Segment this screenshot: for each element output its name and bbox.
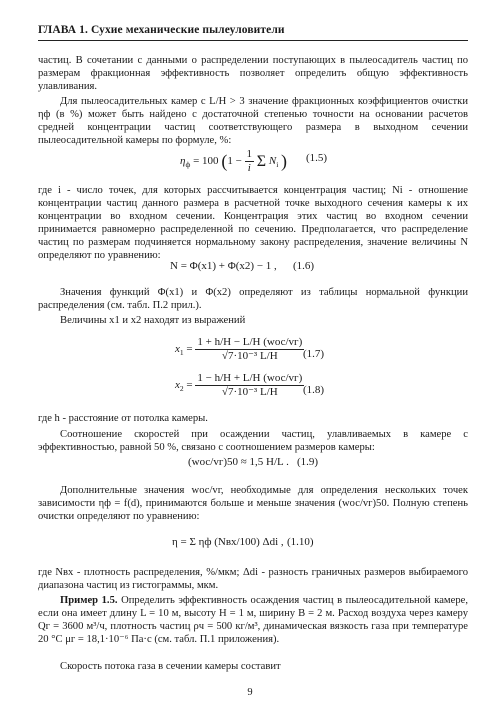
- formula-1-8: $x_2$ = $\frac{\text{1 − h/H + L/H (wос/vг)}}{\text{√7·10⁻³ L/H}}$: [175, 372, 303, 398]
- formula-1-9: (wос/vг)50 ≈ 1,5 H/L .: [188, 456, 289, 468]
- formula-1-8-numerator: 1 − h/H + L/H (wос/vг): [197, 372, 303, 384]
- paragraph-8: Дополнительные значения wос/vг, необходимые для определения нескольких точек зависимости ηф = f(d), принимаются больше и меньше значения (wос/vг)50. Полную степень очистки определяют по уравнению:: [38, 485, 468, 522]
- equation-number-1-5: (1.5): [306, 152, 328, 164]
- formula-1-7: $x_1$ = $\frac{\text{1 + h/H − L/H (wос/vг)}}{\text{√7·10⁻³ L/H}}$: [175, 336, 303, 362]
- paragraph-2: Для пылеосадительных камер с L/H > 3 значение фракционных коэффициентов очистки ηф (в %) может быть найдено с достаточной степенью точности на основании расчетов средней концентрации частиц соответствующего размера в выходном сечении пылеосадительной камеры по формуле, %:: [38, 96, 468, 146]
- formula-1-6: N = Φ(x1) + Φ(x2) − 1 ,: [170, 260, 277, 272]
- paragraph-9: где Nвх - плотность распределения, %/мкм; Δdi - разность граничных размеров выбираемого диапазона частиц из гистограммы, мкм.: [38, 567, 468, 591]
- page-number: 9: [247, 687, 253, 698]
- equation-number-1-9: (1.9): [297, 456, 319, 468]
- equation-number-1-7: (1.7): [303, 348, 325, 360]
- equation-number-1-8: (1.8): [303, 384, 325, 396]
- formula-1-7-denominator: √7·10⁻³ L/H: [221, 350, 278, 362]
- paragraph-5: Величины x1 и x2 находят из выражений: [60, 315, 246, 326]
- running-header: ГЛАВА 1. Сухие механические пылеуловители: [38, 24, 285, 36]
- equation-number-1-6: (1.6): [293, 260, 315, 272]
- equation-number-1-10: (1.10): [287, 536, 314, 548]
- formula-1-8-denominator: √7·10⁻³ L/H: [221, 386, 278, 398]
- paragraph-10: [38, 594, 468, 646]
- example-label: Пример 1.5.: [60, 595, 118, 606]
- paragraph-1: частиц. В сочетании с данными о распределении поступающих в пылеосадитель частиц по размерам фракционная эффективность позволяет определить общую эффективность улавливания.: [38, 55, 468, 92]
- header-rule: [38, 40, 468, 41]
- paragraph-4: Значения функций Φ(x1) и Φ(x2) определяют из таблицы нормальной функции распределения (см. табл. П.2 прил.).: [38, 287, 468, 311]
- formula-1-5: $\eta_ф = 100$ (1 − $\frac{1}{i}$ Σ $N_i$ ): [180, 148, 288, 174]
- paragraph-6: где h - расстояние от потолка камеры.: [38, 413, 208, 424]
- paragraph-3: где i - число точек, для которых рассчитывается концентрация частиц; Ni - отношение концентрации частиц данного размера в расчетной точке выходного сечения камеры к их концентрации во входном сечении. Концентрация этих частиц во входном сечении принимается равномерно распределенной по сечению. Предполагается, что распределение частиц по размерам подчиняется нормальному закону распределения, значение величины N определяют по уравнению:: [38, 185, 468, 261]
- paragraph-11: Скорость потока газа в сечении камеры составит: [60, 661, 281, 672]
- example-text: Определить эффективность осаждения частиц в пылеосадительной камере, если она имеет длину L = 10 м, высоту H = 1 м, ширину B = 2 м. Расход воздуха через камеру Qг = 3600 м³/ч, плотность частиц ρч = 500 кг/м³, динамическая вязкость газа при температуре 20 °С μг = 18,1·10⁻⁶ Па·с (см. табл. П.1 приложения).: [38, 595, 468, 645]
- formula-1-10: η = Σ ηф (Nвх/100) Δdi ,: [172, 536, 284, 548]
- formula-1-7-numerator: 1 + h/H − L/H (wос/vг): [197, 336, 303, 348]
- paragraph-7: Соотношение скоростей при осаждении частиц, улавливаемых в камере с эффективностью, равной 50 %, связано с соотношением размеров камеры:: [38, 429, 468, 453]
